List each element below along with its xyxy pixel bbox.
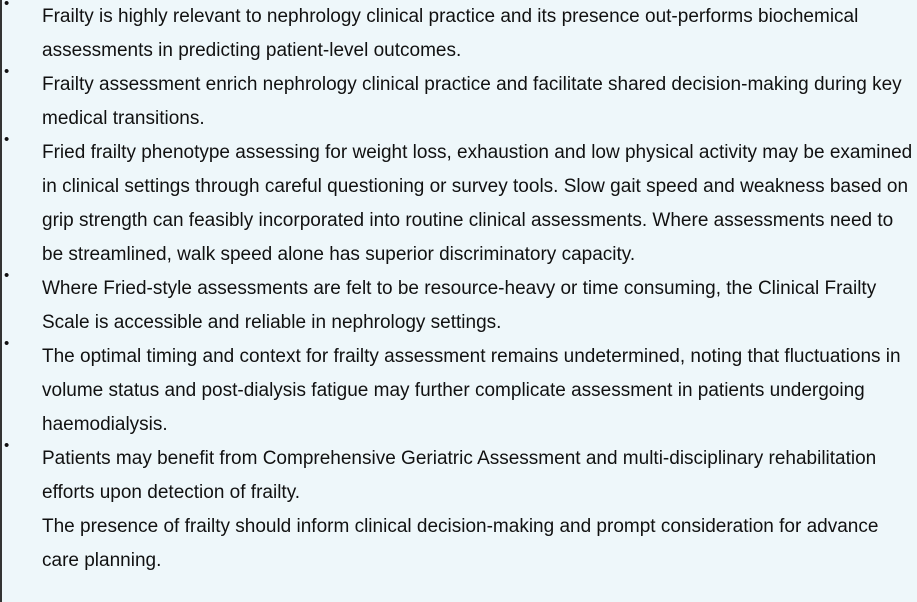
list-item bbox=[2, 63, 917, 136]
list-item-text: Patients may benefit from Comprehensive Geriatric Assessment and multi-disciplinary rehabilitation efforts upon detection of frailty. bbox=[42, 448, 877, 503]
list-item-text: Frailty assessment enrich nephrology clinical practice and facilitate shared decision-making during key medical transitions. bbox=[42, 74, 902, 129]
bullet-icon: • bbox=[4, 267, 10, 284]
bullet-icon: • bbox=[4, 335, 10, 352]
list-item bbox=[2, 437, 917, 510]
list-item bbox=[2, 131, 917, 272]
list-item-text: The optimal timing and context for frailty assessment remains undetermined, noting that fluctuations in volume status and post-dialysis fatigue may further complicate assessment in patients undergoing haemodialysis. bbox=[42, 346, 901, 435]
continuation-paragraph: The presence of frailty should inform clinical decision-making and prompt consideration for advance care planning. bbox=[42, 516, 879, 571]
list-item-text: Fried frailty phenotype assessing for weight loss, exhaustion and low physical activity may be examined in clinical settings through careful questioning or survey tools. Slow gait speed and weakness based on grip strength can feasibly incorporated into routine clinical assessments. Where assessments need to be streamlined, walk speed alone has superior discriminatory capacity. bbox=[42, 142, 913, 265]
bullet-icon: • bbox=[4, 131, 10, 148]
bullet-icon: • bbox=[4, 0, 10, 12]
bullet-icon: • bbox=[4, 63, 10, 80]
bullet-icon: • bbox=[4, 437, 10, 454]
list-item bbox=[2, 335, 917, 442]
list-item bbox=[2, 267, 917, 340]
key-points-list bbox=[2, 0, 917, 578]
list-item-text: Frailty is highly relevant to nephrology clinical practice and its presence out-performs biochemical assessments in predicting patient-level outcomes. bbox=[42, 6, 859, 61]
list-item-text: Where Fried-style assessments are felt to be resource-heavy or time consuming, the Clinical Frailty Scale is accessible and reliable in nephrology settings. bbox=[42, 278, 877, 333]
list-item bbox=[2, 0, 917, 68]
